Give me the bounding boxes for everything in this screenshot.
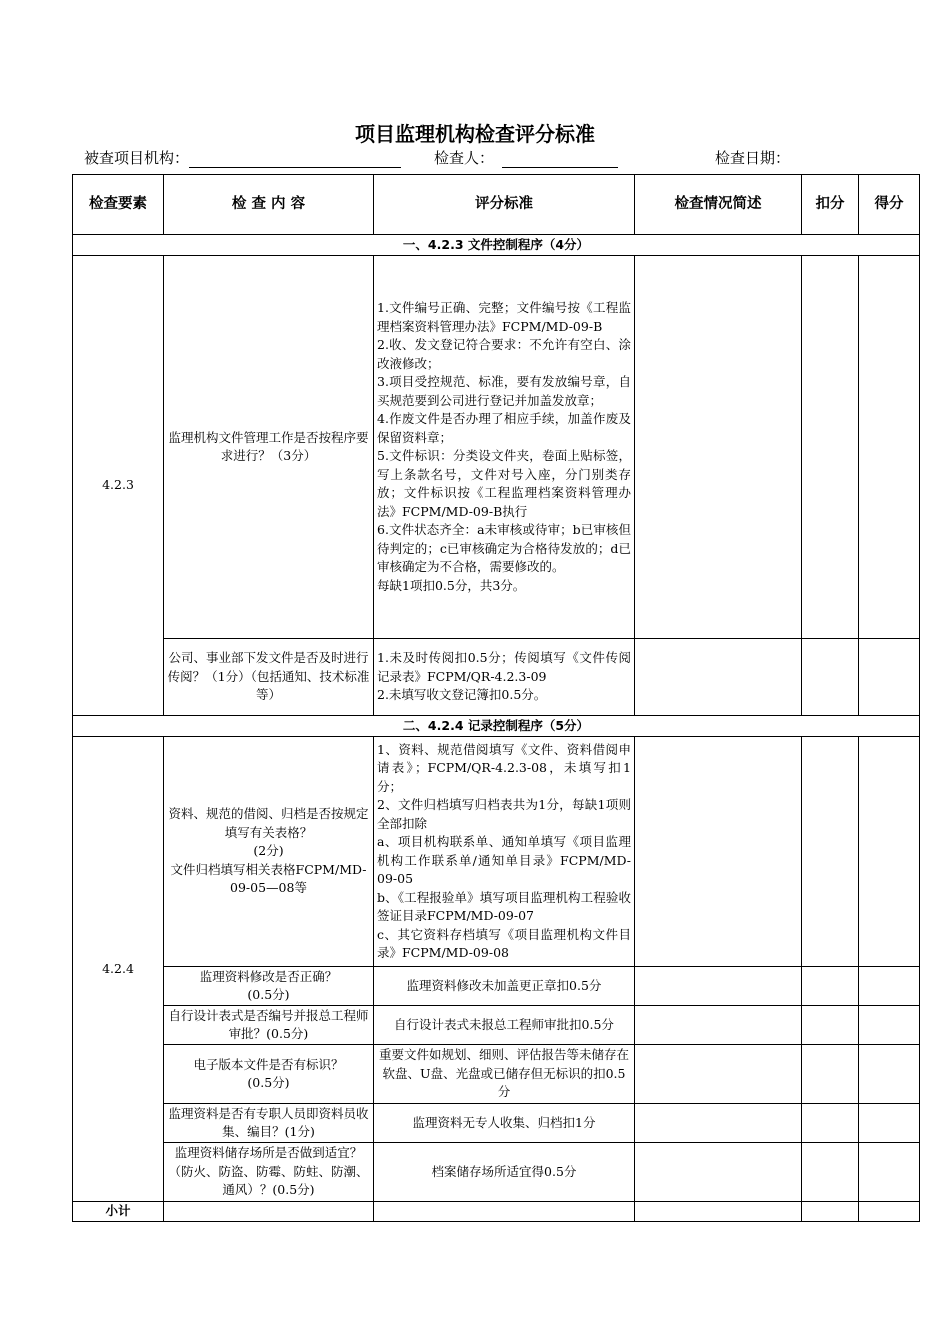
header-row xyxy=(73,175,920,235)
criteria-cell: 档案储存场所适宜得0.5分 xyxy=(374,1143,635,1202)
date-field xyxy=(715,147,790,167)
element-cell: 4.2.3 xyxy=(73,256,164,716)
section-row xyxy=(73,716,920,737)
header-summary: 检查情况简述 xyxy=(635,175,802,235)
org-label: 被查项目机构： xyxy=(84,149,190,167)
subtotal-cell xyxy=(374,1202,635,1222)
org-field xyxy=(84,147,401,167)
criteria-line: 4.作废文件是否办理了相应手续，加盖作废及保留资料章； xyxy=(377,411,631,445)
criteria-line: 每缺1项扣0.5分，共3分。 xyxy=(377,577,526,593)
subtotal-cell[interactable] xyxy=(635,1202,802,1222)
content-text: 监理机构文件管理工作是否按程序要求进行？（3分） xyxy=(168,429,369,463)
summary-cell[interactable] xyxy=(635,1104,802,1143)
deduction-cell[interactable] xyxy=(802,256,859,639)
summary-cell[interactable] xyxy=(635,639,802,716)
criteria-line: b、《工程报验单》填写项目监理机构工程验收签证目录FCPM/MD-09-07 xyxy=(377,889,631,923)
content-text: 电子版本文件是否有标识？ xyxy=(193,1056,344,1072)
org-input-line[interactable] xyxy=(189,151,401,168)
criteria-line: 1.文件编号正确、完整；文件编号按《工程监理档案资料管理办法》FCPM/MD-09-B xyxy=(377,300,631,334)
table-row xyxy=(73,967,920,1006)
content-text: 文件归档填写相关表格FCPM/MD-09-05—08等 xyxy=(170,861,367,896)
scoring-table xyxy=(72,174,920,1222)
content-cell: 监理资料储存场所是否做到适宜？（防火、防盗、防霉、防蛀、防潮、通风）？(0.5分) xyxy=(164,1143,374,1202)
criteria-line: 2、文件归档填写归档表共为1分，每缺1项则全部扣除 xyxy=(377,797,631,831)
summary-cell[interactable] xyxy=(635,737,802,967)
criteria-line: 3.项目受控规范、标准，要有发放编号章，自买规范要到公司进行登记并加盖发放章； xyxy=(377,374,631,408)
section-title: 二、4.2.4 记录控制程序（5分） xyxy=(73,716,920,737)
content-cell xyxy=(164,967,374,1006)
content-cell xyxy=(164,1045,374,1104)
criteria-line: 5.文件标识：分类设文件夹，卷面上贴标签，写上条款名号，文件对号入座，分门别类存放；文件标识按《工程监理档案资料管理办法》FCPM/MD-09-B执行 xyxy=(377,448,631,519)
header-criteria: 评分标准 xyxy=(374,175,635,235)
criteria-line: 2.未填写收文登记簿扣0.5分。 xyxy=(377,687,547,703)
content-cell: 监理资料是否有专职人员即资料员收集、编目？(1分) xyxy=(164,1104,374,1143)
criteria-cell xyxy=(374,256,635,639)
table-row xyxy=(73,1006,920,1045)
subtotal-cell[interactable] xyxy=(859,1202,920,1222)
score-cell[interactable] xyxy=(859,737,920,967)
deduction-cell[interactable] xyxy=(802,1045,859,1104)
criteria-cell xyxy=(374,639,635,716)
score-cell[interactable] xyxy=(859,1104,920,1143)
content-text: 监理资料修改是否正确？ xyxy=(199,968,338,984)
deduction-cell[interactable] xyxy=(802,639,859,716)
summary-cell[interactable] xyxy=(635,967,802,1006)
content-text: 公司、事业部下发文件是否及时进行传阅？（1分）（包括通知、技术标准等） xyxy=(167,650,370,703)
summary-cell[interactable] xyxy=(635,1143,802,1202)
criteria-line: 1.未及时传阅扣0.5分；传阅填写《文件传阅记录表》FCPM/QR-4.2.3-09 xyxy=(377,650,631,684)
criteria-cell xyxy=(374,737,635,967)
content-cell: 自行设计表式是否编号并报总工程师审批？(0.5分) xyxy=(164,1006,374,1045)
summary-cell[interactable] xyxy=(635,1045,802,1104)
table-row xyxy=(73,1045,920,1104)
score-cell[interactable] xyxy=(859,639,920,716)
criteria-line: c、其它资料存档填写《项目监理机构文件目录》FCPM/MD-09-08 xyxy=(377,926,631,960)
criteria-line: 2.收、发文登记符合要求：不允许有空白、涂改液修改； xyxy=(377,337,631,371)
deduction-cell[interactable] xyxy=(802,1006,859,1045)
table-row xyxy=(73,1104,920,1143)
summary-cell[interactable] xyxy=(635,256,802,639)
inspector-label: 检查人： xyxy=(434,149,495,167)
subtotal-label: 小计 xyxy=(73,1202,164,1222)
content-cell xyxy=(164,639,374,716)
content-text: (0.5分) xyxy=(247,1075,290,1090)
header-score: 得分 xyxy=(859,175,920,235)
deduction-cell[interactable] xyxy=(802,1143,859,1202)
criteria-cell: 重要文件如规划、细则、评估报告等未储存在软盘、U盘、光盘或已储存但无标识的扣0.5分 xyxy=(374,1045,635,1104)
score-cell[interactable] xyxy=(859,1143,920,1202)
date-label: 检查日期： xyxy=(715,149,791,167)
inspector-input-line[interactable] xyxy=(502,151,618,168)
subtotal-row xyxy=(73,1202,920,1222)
subtotal-cell[interactable] xyxy=(802,1202,859,1222)
header-element: 检查要素 xyxy=(73,175,164,235)
subtotal-cell xyxy=(164,1202,374,1222)
deduction-cell[interactable] xyxy=(802,967,859,1006)
header-content: 检 查 内 容 xyxy=(164,175,374,235)
element-cell: 4.2.4 xyxy=(73,737,164,1202)
criteria-cell: 监理资料修改未加盖更正章扣0.5分 xyxy=(374,967,635,1006)
table-row xyxy=(73,256,920,639)
criteria-cell: 监理资料无专人收集、归档扣1分 xyxy=(374,1104,635,1143)
page-title: 项目监理机构检查评分标准 xyxy=(355,122,595,146)
criteria-line: 6.文件状态齐全：a未审核或待审；b已审核但待判定的；c已审核确定为合格待发放的；d已审核确定为不合格，需要修改的。 xyxy=(377,522,631,574)
table-row xyxy=(73,1143,920,1202)
content-cell xyxy=(164,737,374,967)
criteria-line: 1、资料、规范借阅填写《文件、资料借阅申请表》；FCPM/QR-4.2.3-08，未填写扣1分； xyxy=(377,741,631,794)
score-cell[interactable] xyxy=(859,1006,920,1045)
section-row xyxy=(73,235,920,256)
score-cell[interactable] xyxy=(859,256,920,639)
criteria-line: a、项目机构联系单、通知单填写《项目监理机构工作联系单/通知单目录》FCPM/MD-09-05 xyxy=(377,834,631,886)
deduction-cell[interactable] xyxy=(802,1104,859,1143)
inspector-field xyxy=(434,147,618,167)
score-cell[interactable] xyxy=(859,967,920,1006)
summary-cell[interactable] xyxy=(635,1006,802,1045)
content-text: (0.5分) xyxy=(247,987,290,1002)
score-cell[interactable] xyxy=(859,1045,920,1104)
table-row xyxy=(73,639,920,716)
content-text: (2分) xyxy=(253,843,284,859)
deduction-cell[interactable] xyxy=(802,737,859,967)
table-row xyxy=(73,737,920,967)
criteria-cell: 自行设计表式未报总工程师审批扣0.5分 xyxy=(374,1006,635,1045)
content-cell xyxy=(164,256,374,639)
section-title: 一、4.2.3 文件控制程序（4分） xyxy=(73,235,920,256)
header-deduction: 扣分 xyxy=(802,175,859,235)
content-text: 资料、规范的借阅、归档是否按规定填写有关表格？ xyxy=(168,806,369,840)
